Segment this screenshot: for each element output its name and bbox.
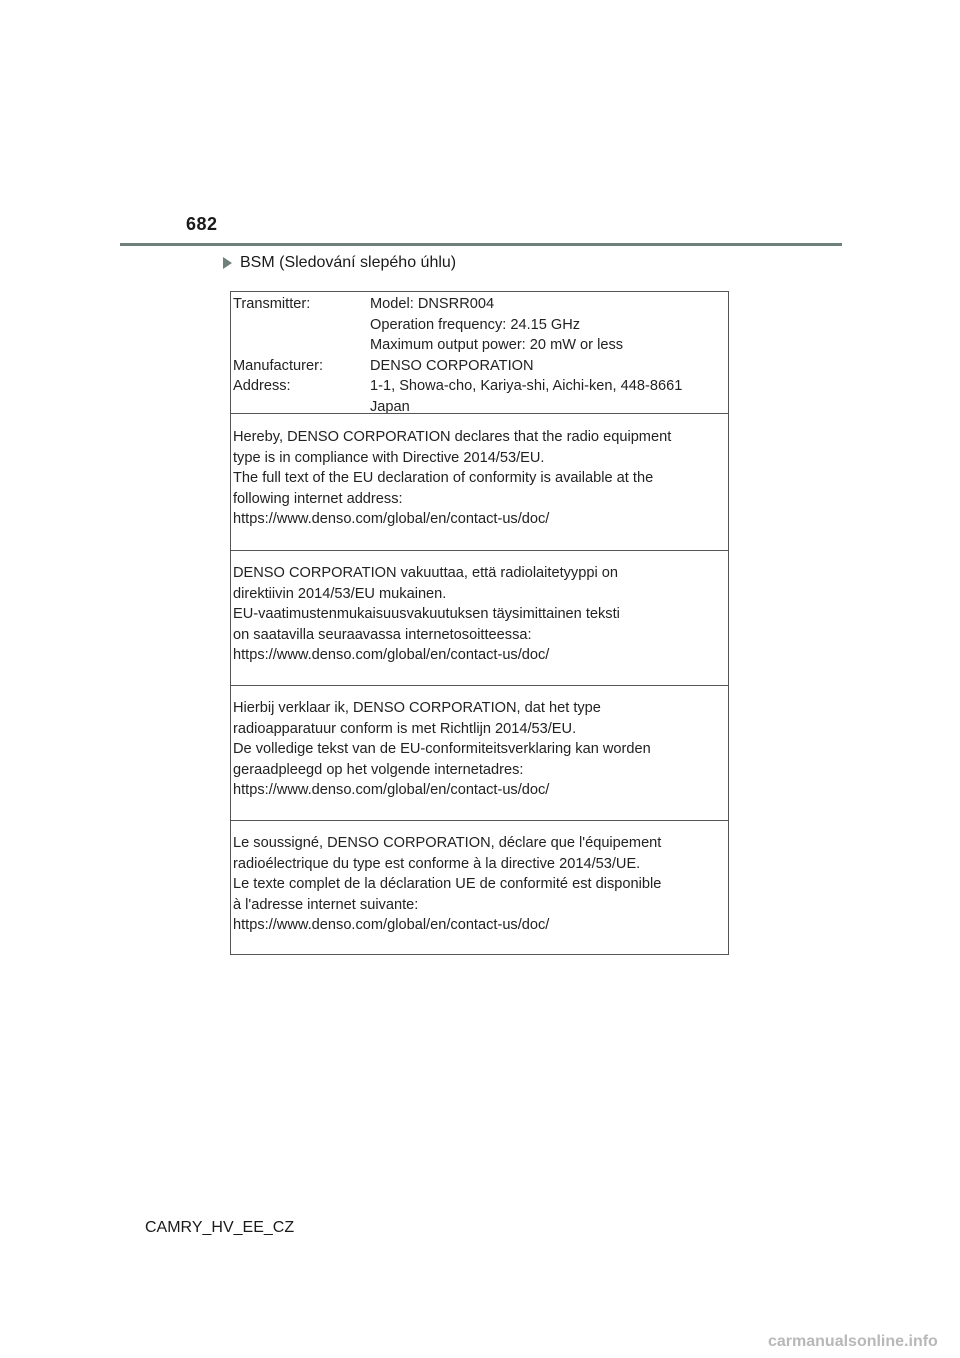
declaration-line: Le soussigné, DENSO CORPORATION, déclare que l'équipement xyxy=(233,835,662,851)
declaration-line: Hierbij verklaar ik, DENSO CORPORATION, dat het type xyxy=(233,700,601,716)
spec-value: 1-1, Showa-cho, Kariya-shi, Aichi-ken, 448-8661 xyxy=(370,378,683,394)
declaration-line: à l'adresse internet suivante: xyxy=(233,896,419,913)
spec-key: Manufacturer: xyxy=(233,357,324,374)
spec-value: Model: DNSRR004 xyxy=(370,296,495,312)
declaration-line: De volledige tekst van de EU-conformiteitsverklaring kan worden xyxy=(233,741,651,757)
declaration-url: https://www.denso.com/global/en/contact-us/doc/ xyxy=(233,511,550,527)
declaration-url: https://www.denso.com/global/en/contact-us/doc/ xyxy=(233,647,550,663)
declaration-line: The full text of the EU declaration of conformity is available at the xyxy=(233,470,654,486)
section-heading xyxy=(223,254,456,272)
declaration-line: type is in compliance with Directive 2014/53/EU. xyxy=(233,449,545,466)
declaration-line: EU-vaatimustenmukaisuusvakuutuksen täysimittainen teksti xyxy=(233,606,620,622)
declaration-line: on saatavilla seuraavassa internetosoitteessa: xyxy=(233,626,532,643)
spec-value: Maximum output power: 20 mW or less xyxy=(370,337,624,353)
declaration-url: https://www.denso.com/global/en/contact-us/doc/ xyxy=(233,782,550,798)
page-number: 682 xyxy=(186,214,218,234)
certification-label-box xyxy=(230,291,729,955)
spec-key: Transmitter: xyxy=(233,296,311,312)
declaration-url: https://www.denso.com/global/en/contact-us/doc/ xyxy=(233,917,550,933)
spec-key: Address: xyxy=(233,378,291,394)
document-code: CAMRY_HV_EE_CZ xyxy=(145,1219,295,1236)
declaration-line: radioapparatuur conform is met Richtlijn 2014/53/EU. xyxy=(233,720,577,737)
section-heading-text: BSM (Sledování slepého úhlu) xyxy=(240,254,457,271)
declaration-line: DENSO CORPORATION vakuuttaa, että radiolaitetyyppi on xyxy=(233,565,618,581)
declaration-line: direktiivin 2014/53/EU mukainen. xyxy=(233,585,447,602)
spec-value: Japan xyxy=(370,398,410,415)
spec-value: Operation frequency: 24.15 GHz xyxy=(370,316,581,333)
transmitter-spec-panel xyxy=(231,292,728,415)
site-watermark: carmanualsonline.info xyxy=(768,1333,938,1350)
declaration-english xyxy=(231,413,728,564)
declaration-dutch xyxy=(231,685,728,833)
spec-value: DENSO CORPORATION xyxy=(370,357,534,374)
spec-row-transmitter xyxy=(233,294,728,356)
spec-row-address xyxy=(233,376,728,417)
header-rule xyxy=(120,243,842,246)
declaration-line: radioélectrique du type est conforme à la directive 2014/53/UE. xyxy=(233,855,641,872)
declaration-finnish xyxy=(231,550,728,698)
spec-row-manufacturer xyxy=(233,356,728,377)
declaration-line: Le texte complet de la déclaration UE de conformité est disponible xyxy=(233,876,662,892)
declaration-line: following internet address: xyxy=(233,490,403,507)
triangle-bullet-icon xyxy=(223,257,232,269)
declaration-french xyxy=(231,820,728,967)
declaration-line: Hereby, DENSO CORPORATION declares that the radio equipment xyxy=(233,429,672,445)
declaration-line: geraadpleegd op het volgende internetadres: xyxy=(233,761,524,778)
